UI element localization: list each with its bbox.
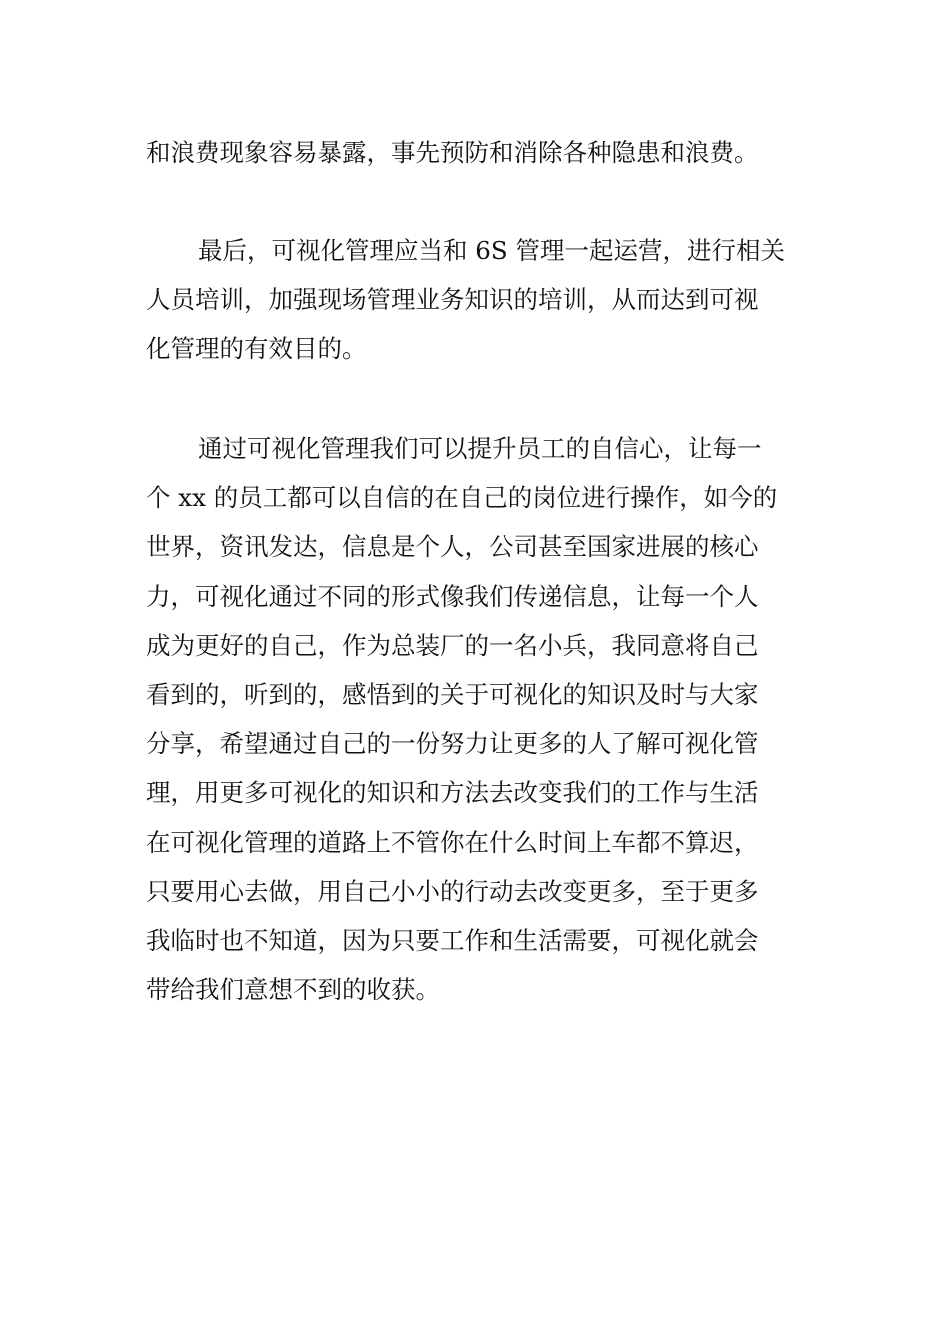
paragraph-line: 理，用更多可视化的知识和方法去改变我们的工作与生活 (146, 778, 759, 808)
paragraph-conclusion (146, 226, 810, 374)
paragraph-line: 只要用心去做，用自己小小的行动去改变更多，至于更多 (146, 876, 759, 906)
paragraph-line: 成为更好的自己，作为总装厂的一名小兵，我同意将自己 (146, 630, 759, 660)
paragraph-line: 最后，可视化管理应当和 6S 管理一起运营，进行相关 (198, 236, 785, 265)
paragraph-line: 个 xx 的员工都可以自信的在自己的岗位进行操作，如今的 (146, 483, 778, 513)
paragraph-line: 带给我们意想不到的收获。 (146, 975, 440, 1005)
paragraph-line: 分享，希望通过自己的一份努力让更多的人了解可视化管 (146, 729, 759, 759)
paragraph-line: 力，可视化通过不同的形式像我们传递信息，让每一个人 (146, 581, 759, 611)
paragraph-line: 在可视化管理的道路上不管你在什么时间上车都不算迟， (146, 827, 759, 857)
paragraph-reflection (146, 424, 810, 1014)
paragraph-line: 通过可视化管理我们可以提升员工的自信心，让每一 (198, 434, 762, 463)
paragraph-line: 化管理的有效目的。 (146, 334, 367, 364)
paragraph-continuation (146, 128, 810, 177)
paragraph-line: 人员培训，加强现场管理业务知识的培训，从而达到可视 (146, 285, 759, 315)
paragraph-line: 世界，资讯发达，信息是个人，公司甚至国家进展的核心 (146, 532, 759, 562)
paragraph-line: 我临时也不知道，因为只要工作和生活需要，可视化就会 (146, 925, 759, 955)
paragraph-line: 看到的，听到的，感悟到的关于可视化的知识及时与大家 (146, 679, 759, 709)
paragraph-line: 和浪费现象容易暴露，事先预防和消除各种隐患和浪费。 (146, 138, 759, 167)
